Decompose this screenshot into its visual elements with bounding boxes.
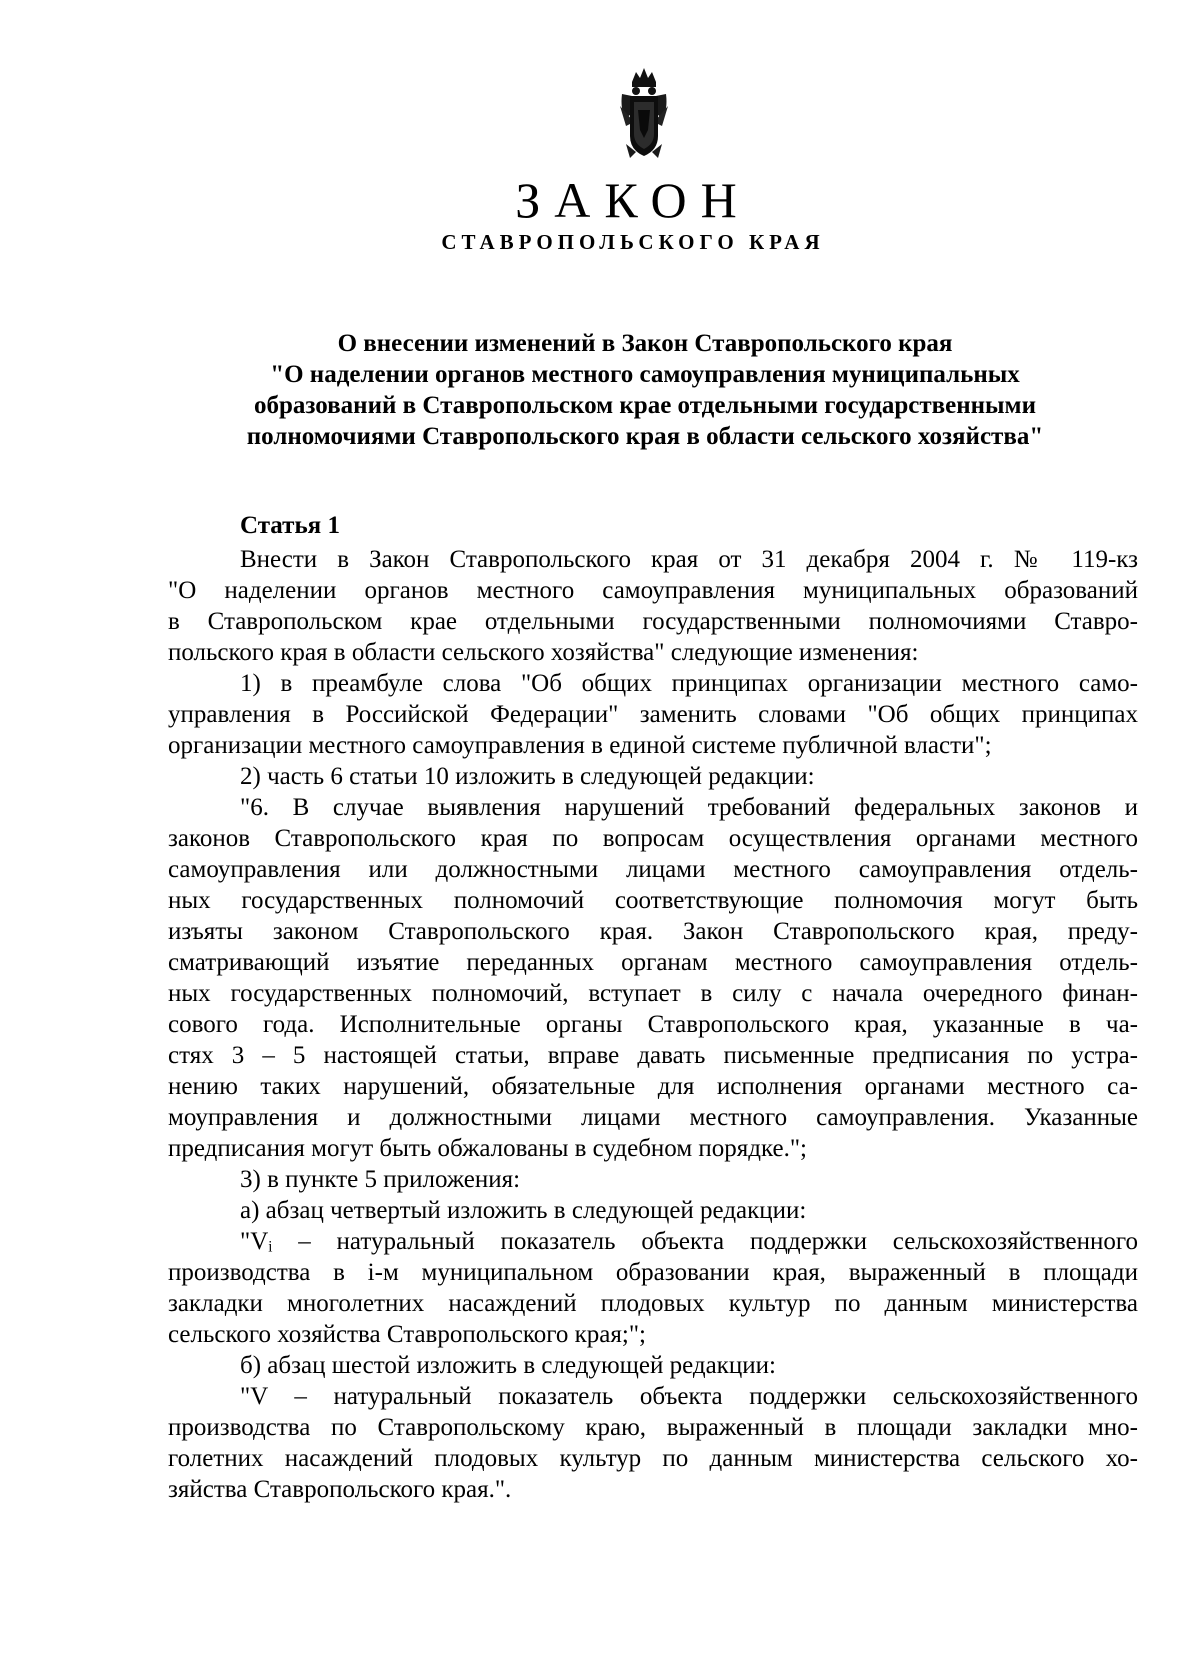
text-line: сматривающий изъятие переданных органам местного самоуправления отдель- xyxy=(168,949,1138,976)
text-line: "Vᵢ – натуральный показатель объекта поддержки сельскохозяйственного xyxy=(240,1228,1138,1255)
article-title: Статья 1 xyxy=(240,512,340,539)
document-subtitle: СТАВРОПОЛЬСКОГО КРАЯ xyxy=(441,230,825,254)
text-line: "6. В случае выявления нарушений требований федеральных законов и xyxy=(240,794,1138,821)
text-line: 1) в преамбуле слова "Об общих принципах организации местного само- xyxy=(240,670,1138,697)
text-line: ных государственных полномочий соответствующие полномочия могут быть xyxy=(168,887,1138,914)
heading-line: образований в Ставропольском крае отдельными государственными xyxy=(254,392,1036,419)
text-line: Внести в Закон Ставропольского края от 31 декабря 2004 г. № 119-кз xyxy=(240,546,1138,573)
text-line: изъяты законом Ставропольского края. Закон Ставропольского края, преду- xyxy=(168,918,1138,945)
text-line: управления в Российской Федерации" заменить словами "Об общих принципах xyxy=(168,701,1138,728)
text-line: "V – натуральный показатель объекта поддержки сельскохозяйственного xyxy=(240,1383,1138,1410)
text-line: производства в i-м муниципальном образовании края, выраженный в площади xyxy=(168,1259,1138,1286)
text-line: а) абзац четвертый изложить в следующей редакции: xyxy=(240,1197,807,1224)
text-line: "О наделении органов местного самоуправления муниципальных образований xyxy=(168,577,1138,604)
text-line: сельского хозяйства Ставропольского края;"; xyxy=(168,1321,646,1348)
article-text xyxy=(168,544,1138,1505)
text-line: производства по Ставропольскому краю, выраженный в площади закладки мно- xyxy=(168,1414,1138,1441)
text-line: моуправления и должностными лицами местного самоуправления. Указанные xyxy=(168,1104,1138,1131)
coat-of-arms-emblem xyxy=(618,66,670,162)
text-line: стях 3 – 5 настоящей статьи, вправе давать письменные предписания по устра- xyxy=(168,1042,1138,1069)
text-line: в Ставропольском крае отдельными государственными полномочиями Ставро- xyxy=(168,608,1138,635)
heading-line: "О наделении органов местного самоуправления муниципальных xyxy=(270,361,1020,388)
law-heading xyxy=(190,328,1100,452)
text-line: польского края в области сельского хозяйства" следующие изменения: xyxy=(168,639,919,666)
document-title: ЗАКОН xyxy=(515,172,751,228)
text-line: сового года. Исполнительные органы Ставропольского края, указанные в ча- xyxy=(168,1011,1138,1038)
heading-line: полномочиями Ставропольского края в области сельского хозяйства" xyxy=(246,423,1044,450)
text-line: б) абзац шестой изложить в следующей редакции: xyxy=(240,1352,776,1379)
text-line: закладки многолетних насаждений плодовых культур по данным министерства xyxy=(168,1290,1138,1317)
law-body xyxy=(168,510,1138,1505)
text-line: голетних насаждений плодовых культур по данным министерства сельского хо- xyxy=(168,1445,1138,1472)
text-line: организации местного самоуправления в единой системе публичной власти"; xyxy=(168,732,992,759)
text-line: предписания могут быть обжалованы в судебном порядке."; xyxy=(168,1135,808,1162)
text-line: зяйства Ставропольского края.". xyxy=(168,1476,512,1503)
text-line: 2) часть 6 статьи 10 изложить в следующей редакции: xyxy=(240,763,815,790)
text-line: нению таких нарушений, обязательные для исполнения органами местного са- xyxy=(168,1073,1138,1100)
text-line: 3) в пункте 5 приложения: xyxy=(240,1166,521,1193)
heading-line: О внесении изменений в Закон Ставропольского края xyxy=(337,330,953,357)
text-line: ных государственных полномочий, вступает в силу с начала очередного финан- xyxy=(168,980,1138,1007)
text-line: законов Ставропольского края по вопросам осуществления органами местного xyxy=(168,825,1138,852)
text-line: самоуправления или должностными лицами местного самоуправления отдель- xyxy=(168,856,1138,883)
